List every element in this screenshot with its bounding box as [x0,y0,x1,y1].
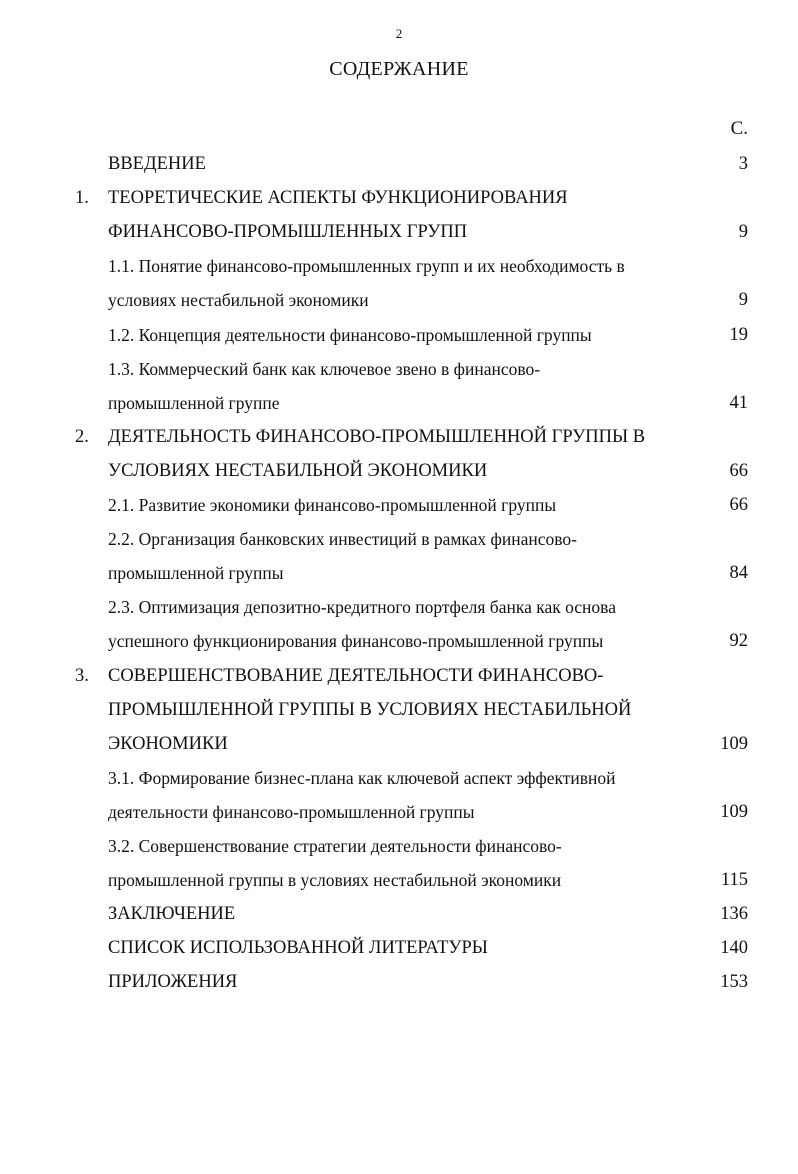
toc-row [0,352,798,386]
toc-entry-text: промышленной группе [108,392,280,413]
toc-row [0,624,798,658]
toc-row [0,181,798,215]
toc-row [0,420,798,454]
toc-row [0,283,798,317]
toc-page-number: 9 [738,222,748,243]
toc-row [0,249,798,283]
page-title: СОДЕРЖАНИЕ [329,58,469,80]
toc-entry-text: 1.2. Концепция деятельности финансово-промышленной группы [108,324,592,345]
toc-entry-text: СОВЕРШЕНСТВОВАНИЕ ДЕЯТЕЛЬНОСТИ ФИНАНСОВО- [108,665,604,686]
toc-page-number: 140 [720,938,748,959]
toc-page-number: 109 [720,733,748,754]
toc-row [0,761,798,795]
toc-row [0,318,798,352]
page-number: 2 [395,26,403,41]
toc-entry-text: ЭКОНОМИКИ [108,733,228,754]
toc-entry-text: условиях нестабильной экономики [108,290,369,311]
toc-entry-text: ЗАКЛЮЧЕНИЕ [108,904,236,925]
toc-entry-text: ДЕЯТЕЛЬНОСТЬ ФИНАНСОВО-ПРОМЫШЛЕННОЙ ГРУППЫ В [108,426,646,447]
toc-page-number: 136 [720,904,748,925]
toc-entry-text: промышленной группы [108,563,284,584]
toc-row [0,454,798,488]
toc-section-number: 1. [75,188,89,209]
toc-entry-text: 1.1. Понятие финансово-промышленных групп и их необходимость в [108,256,625,277]
page-column-label: С. [730,118,748,139]
toc-entry-text: успешного функционирования финансово-промышленной группы [108,631,604,652]
toc-entry-text: 3.2. Совершенствование стратегии деятельности финансово- [108,836,562,856]
toc-row [0,556,798,590]
toc-entry-text: 2.1. Развитие экономики финансово-промышленной группы [108,495,557,515]
toc-entry-text: 2.3. Оптимизация депозитно-кредитного портфеля банка как основа [108,597,616,618]
toc-page-number: 153 [720,972,748,993]
toc-page-number: 115 [720,870,748,891]
toc-row [0,863,798,897]
toc-page-number: 3 [738,154,748,174]
toc-row [0,727,798,761]
toc-entry-text: 1.3. Коммерческий банк как ключевое звено в финансово- [108,358,541,379]
toc-page-number: 109 [720,801,748,822]
toc-row [0,590,798,624]
toc-row [0,965,798,999]
toc-entry-text: 3.1. Формирование бизнес-плана как ключевой аспект эффективной [108,767,616,788]
toc-row [0,659,798,693]
toc-entry-text: деятельности финансово-промышленной группы [108,801,475,822]
toc-entry-text: ПРОМЫШЛЕННОЙ ГРУППЫ В УСЛОВИЯХ НЕСТАБИЛЬНОЙ [108,699,632,720]
toc-page-number: 66 [729,460,748,481]
toc-section-number: 3. [75,665,89,686]
toc-page-number: 19 [729,324,748,345]
toc-row [0,829,798,863]
toc-page-number: 66 [729,495,748,515]
toc-row [0,897,798,931]
toc-row [0,488,798,522]
toc-entry-text: ПРИЛОЖЕНИЯ [108,972,238,993]
toc-page-number: 41 [729,392,748,413]
toc-row [0,147,798,181]
toc-section-number: 2. [75,426,89,447]
toc-page-number: 9 [738,290,748,311]
toc-entry-text: СПИСОК ИСПОЛЬЗОВАННОЙ ЛИТЕРАТУРЫ [108,938,488,959]
toc-page-number: 92 [729,631,748,652]
toc-row [0,795,798,829]
toc-row [0,386,798,420]
toc-entry-text: 2.2. Организация банковских инвестиций в рамках финансово- [108,529,577,550]
toc-page-number: 84 [729,563,748,584]
toc-row [0,522,798,556]
toc-row [0,215,798,249]
toc-row [0,693,798,727]
toc-entry-text: ВВЕДЕНИЕ [108,154,206,174]
toc-entry-text: промышленной группы в условиях нестабильной экономики [108,870,562,891]
toc-entry-text: ФИНАНСОВО-ПРОМЫШЛЕННЫХ ГРУПП [108,222,468,243]
toc-entry-text: ТЕОРЕТИЧЕСКИЕ АСПЕКТЫ ФУНКЦИОНИРОВАНИЯ [108,188,568,209]
toc-row [0,931,798,965]
toc-entry-text: УСЛОВИЯХ НЕСТАБИЛЬНОЙ ЭКОНОМИКИ [108,460,488,481]
